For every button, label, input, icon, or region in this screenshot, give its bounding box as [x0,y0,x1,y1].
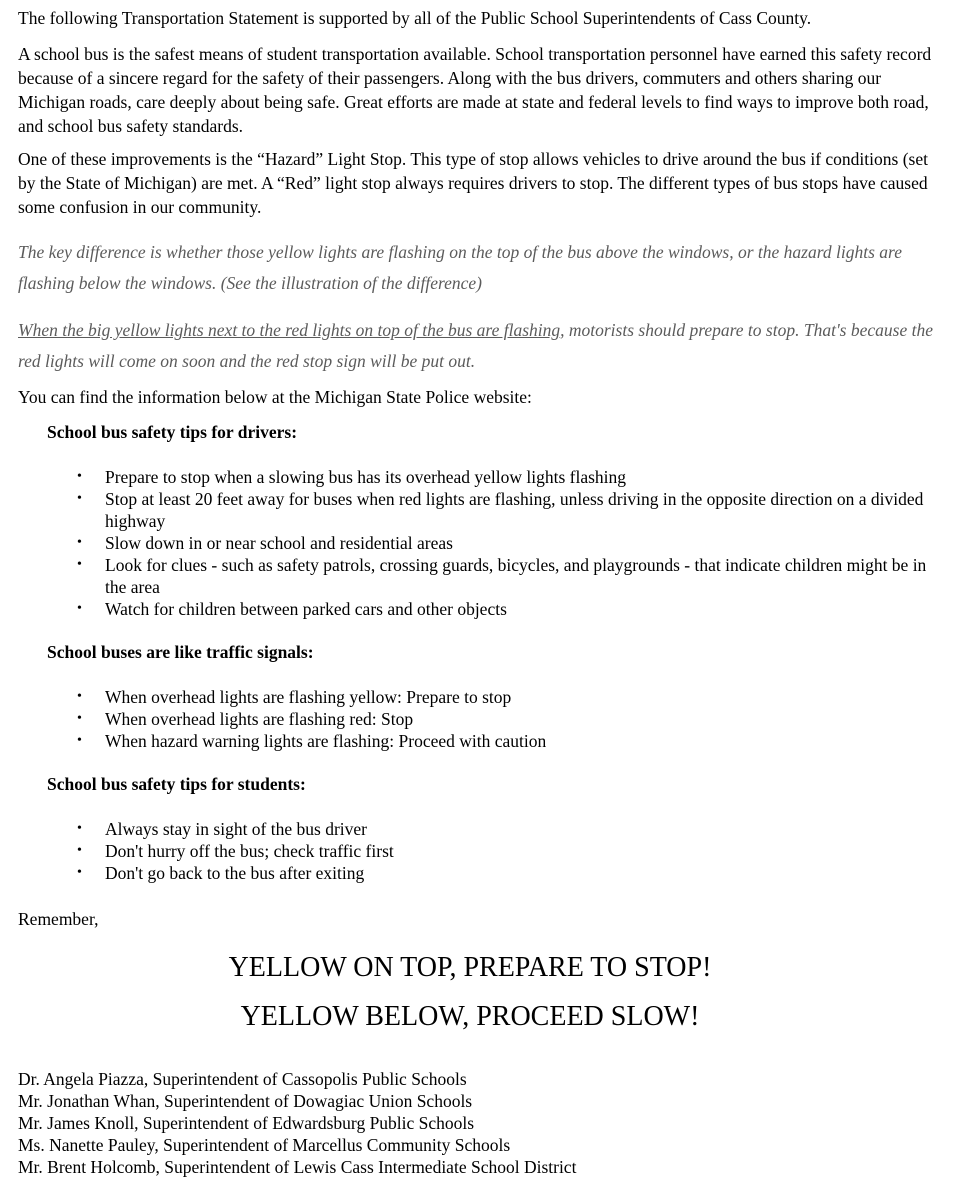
signature-line: Mr. James Knoll, Superintendent of Edwardsburg Public Schools [18,1113,475,1133]
list-item-text: When hazard warning lights are flashing: Proceed with caution [105,731,547,751]
drivers-tips-list [18,466,948,620]
intro-statement: The following Transportation Statement is supported by all of the Public School Superintendents of Cass County. [18,8,812,28]
hazard-stop-paragraph: One of these improvements is the “Hazard” Light Stop. This type of stop allows vehicles to drive around the bus if conditions (set by the State of Michigan) are met. A “Red” light stop always requires drivers to stop. The different types of bus stops have caused some confusion in our community. [18,149,928,217]
list-item-text: Slow down in or near school and residential areas [105,533,453,553]
list-item-text: When overhead lights are flashing red: Stop [105,709,414,729]
bullet-icon: • [77,711,82,726]
bullet-icon: • [77,821,82,836]
traffic-signals-list [18,686,948,752]
signature-block [18,1068,948,1178]
bullet-icon: • [77,535,82,550]
students-tips-list [18,818,948,884]
list-item [18,598,948,620]
msp-website-line: You can find the information below at the Michigan State Police website: [18,387,532,407]
list-item-text: Don't go back to the bus after exiting [105,863,365,883]
remember-line: Remember, [18,909,99,929]
bullet-icon: • [77,843,82,858]
bullet-icon: • [77,865,82,880]
bullet-icon: • [77,491,82,506]
list-item [18,466,948,488]
signature-line: Dr. Angela Piazza, Superintendent of Cassopolis Public Schools [18,1069,467,1089]
section-heading-drivers: School bus safety tips for drivers: [47,422,298,442]
list-item [18,818,948,840]
underlined-phrase: When the big yellow lights next to the red lights on top of the bus are flashing [18,320,561,340]
signature-line: Ms. Nanette Pauley, Superintendent of Marcellus Community Schools [18,1135,511,1155]
list-item [18,532,948,554]
section-heading-students: School bus safety tips for students: [47,774,306,794]
bullet-icon: • [77,733,82,748]
list-item-text: Prepare to stop when a slowing bus has its overhead yellow lights flashing [105,467,627,487]
list-item [18,708,948,730]
list-item-text: Stop at least 20 feet away for buses when red lights are flashing, unless driving in the opposite direction on a divided highway [105,489,924,531]
section-heading-traffic-signals: School buses are like traffic signals: [47,642,314,662]
list-item-text: Always stay in sight of the bus driver [105,819,367,839]
safety-record-paragraph: A school bus is the safest means of student transportation available. School transportation personnel have earned this safety record because of a sincere regard for the safety of their passengers. Along with the bus drivers, commuters and others sharing our Michigan roads, care deeply about being safe. Great efforts are made at state and federal levels to find ways to improve both road, and school bus safety standards. [18,44,932,136]
list-item-text: Look for clues - such as safety patrols, crossing guards, bicycles, and playgrounds - that indicate children might be in the area [105,555,927,597]
key-difference-note: The key difference is whether those yellow lights are flashing on the top of the bus above the windows, or the hazard lights are flashing below the windows. (See the illustration of the difference) [18,242,902,293]
list-item-text: Don't hurry off the bus; check traffic first [105,841,394,861]
list-item [18,730,948,752]
list-item [18,840,948,862]
list-item-text: Watch for children between parked cars and other objects [105,599,507,619]
document-page [18,0,948,1178]
list-item [18,554,948,598]
bullet-icon: • [77,689,82,704]
signature-line: Mr. Jonathan Whan, Superintendent of Dowagiac Union Schools [18,1091,473,1111]
slogan-yellow-on-top: YELLOW ON TOP, PREPARE TO STOP! [228,952,712,983]
bullet-icon: • [77,601,82,616]
list-item-text: When overhead lights are flashing yellow: Prepare to stop [105,687,512,707]
signature-line: Mr. Brent Holcomb, Superintendent of Lewis Cass Intermediate School District [18,1157,577,1177]
bullet-icon: • [77,557,82,572]
prepare-to-stop-note [18,315,948,377]
bullet-icon: • [77,469,82,484]
list-item [18,686,948,708]
slogan-yellow-below: YELLOW BELOW, PROCEED SLOW! [240,1001,700,1032]
list-item [18,488,948,532]
list-item [18,862,948,884]
note-continuation: , motorists should prepare to stop. That's because the red lights will come on soon and the red stop sign will be put out. [18,320,933,371]
